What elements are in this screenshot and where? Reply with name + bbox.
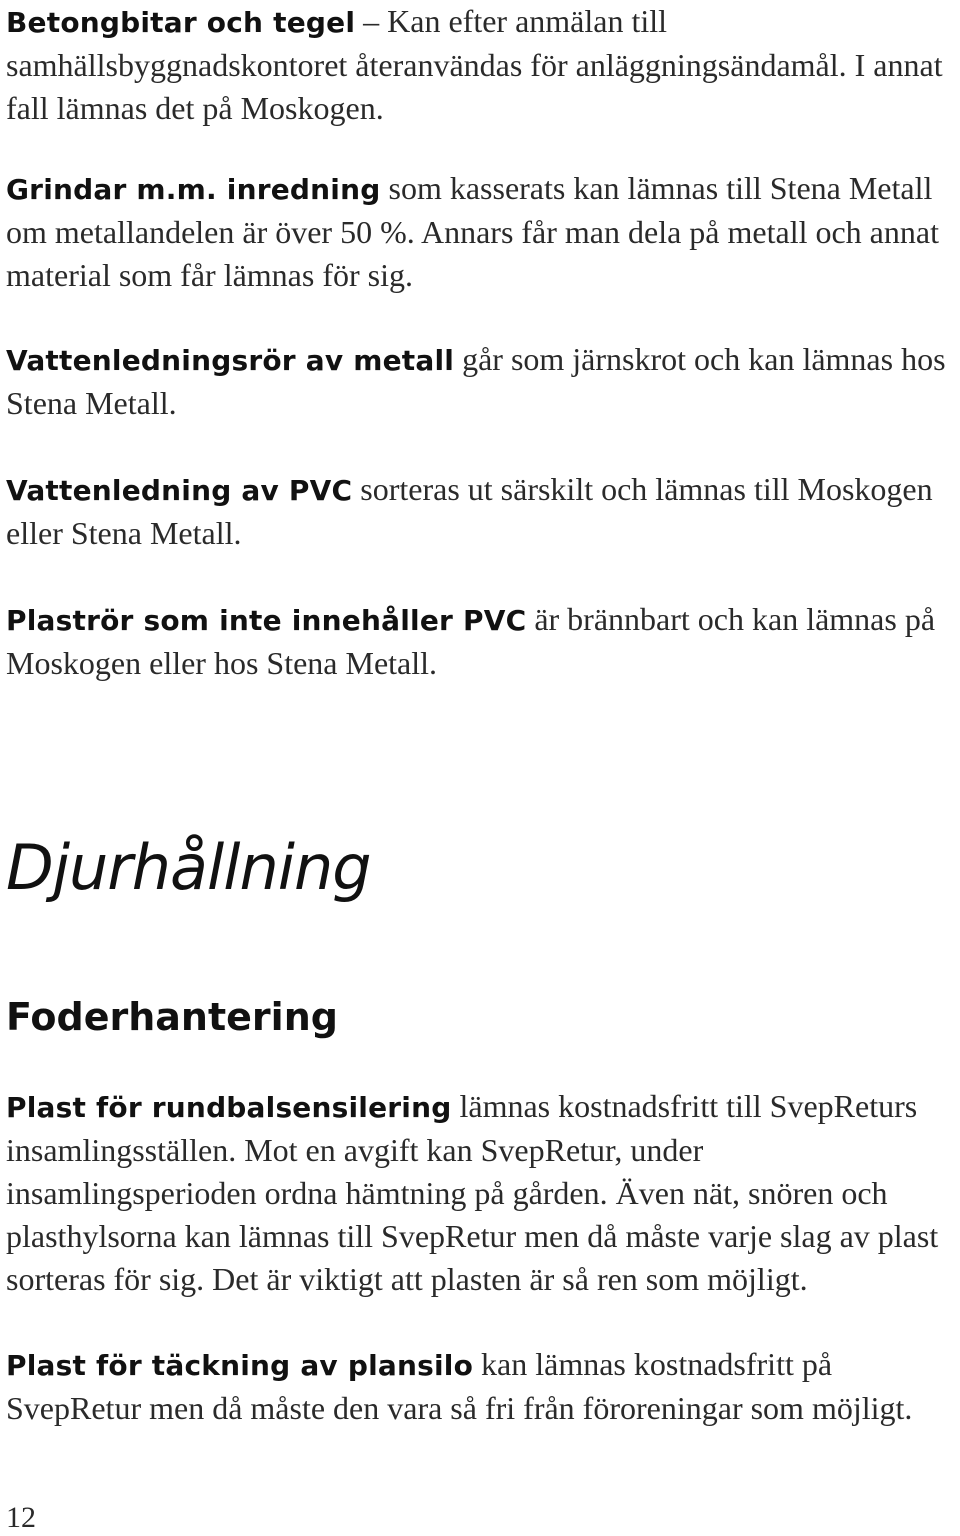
paragraph-lead: Grindar m.m. inredning [6,173,381,206]
paragraph-lead: Plast för täckning av plansilo [6,1349,474,1382]
paragraph-vattenledning-pvc [6,468,956,555]
paragraph-text: – Kan efter anmälan till samhällsbyggnadskontoret återanvändas för anläggningsändamål. I annat fall lämnas det på Moskogen. [6,3,943,126]
paragraph-text: är brännbart och kan lämnas på Moskogen eller hos Stena Metall. [6,601,936,681]
paragraph-text: lämnas kostnadsfritt till SvepReturs insamlingsställen. Mot en avgift kan SvepRetur, under insamlingsperioden ordna hämtning på gården. Även nät, snören och plasthylsorna kan lämnas till SvepRetur men då måste varje slag av plast sorteras för sig. Det är viktigt att plasten är så ren som möjligt. [6,1088,939,1297]
section-subtitle: Foderhantering [6,995,338,1039]
page-number: 12 [6,1501,36,1534]
paragraph-text: som kasserats kan lämnas till Stena Metall om metallandelen är över 50 %. Annars får man dela på metall och annat material som får lämnas för sig. [6,170,939,293]
paragraph-grindar [6,167,956,297]
paragraph-betongbitar [6,0,956,130]
paragraph-plastror [6,598,956,685]
paragraph-lead: Plast för rundbalsensilering [6,1091,452,1124]
paragraph-vattenledningsror-metall [6,338,956,425]
paragraph-lead: Plaströr som inte innehåller PVC [6,604,527,637]
paragraph-text: går som järnskrot och kan lämnas hos Stena Metall. [6,341,946,421]
paragraph-text: sorteras ut särskilt och lämnas till Moskogen eller Stena Metall. [6,471,933,551]
paragraph-lead: Betongbitar och tegel [6,6,356,39]
paragraph-plansilo [6,1343,956,1430]
paragraph-text: kan lämnas kostnadsfritt på SvepRetur men då måste den vara så fri från föroreningar som möjligt. [6,1346,913,1426]
paragraph-lead: Vattenledning av PVC [6,474,353,507]
paragraph-lead: Vattenledningsrör av metall [6,344,455,377]
section-title: Djurhållning [6,831,371,904]
paragraph-rundbalsensilering [6,1085,956,1301]
